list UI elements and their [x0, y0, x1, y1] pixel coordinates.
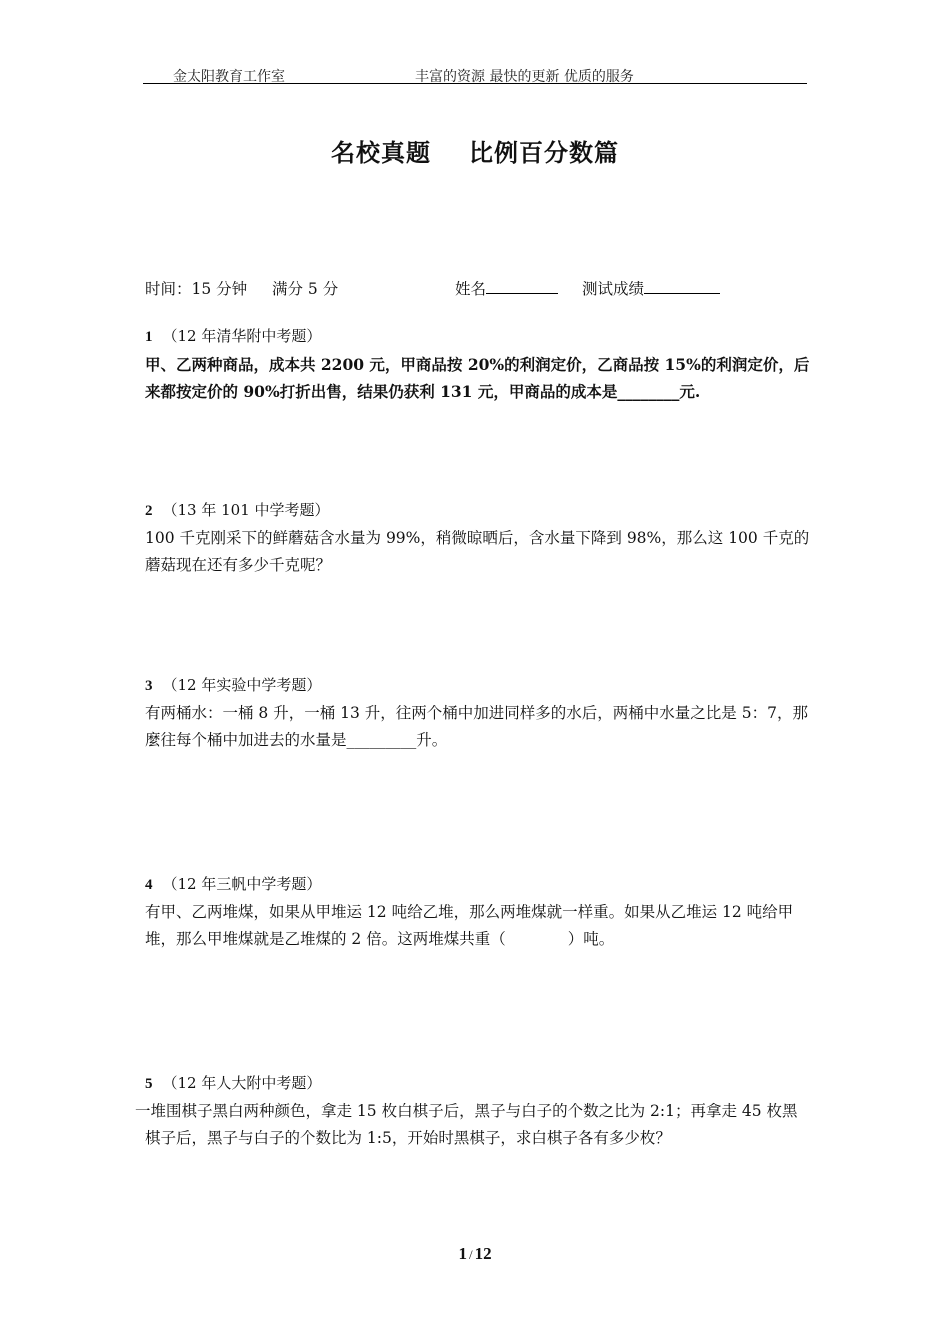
full-score: 满分 5 分 [272, 280, 339, 298]
question-source: （12 年清华附中考题） [162, 327, 322, 345]
result-field [582, 277, 720, 299]
title-part-1: 名校真题 [331, 139, 431, 167]
question-5 [135, 1073, 817, 1152]
total-pages: 12 [474, 1244, 492, 1263]
question-number: 2 [145, 503, 153, 519]
question-1 [145, 326, 817, 405]
time-limit: 时间：15 分钟 [145, 280, 248, 298]
question-source: （12 年实验中学考题） [162, 676, 322, 694]
result-blank [644, 279, 720, 294]
page-title [0, 133, 950, 168]
question-source: （12 年三帆中学考题） [162, 875, 322, 893]
question-line: 棋子后，黑子与白子的个数比为 1:5，开始时黑棋子，求白棋子各有多少枚？ [145, 1129, 671, 1147]
question-line: 一堆围棋子黑白两种颜色，拿走 15 枚白棋子后，黑子与白子的个数之比为 2:1；再拿走 45 枚黑 [135, 1102, 798, 1120]
question-line: 蘑菇现在还有多少千克呢？ [145, 556, 332, 574]
name-blank [486, 279, 558, 294]
question-number: 4 [145, 877, 153, 893]
question-line: 堆，那么甲堆煤就是乙堆煤的 2 倍。这两堆煤共重（ ）吨。 [145, 930, 615, 948]
question-number: 3 [145, 678, 153, 694]
page-number [0, 1244, 950, 1264]
question-source: （12 年人大附中考题） [162, 1074, 322, 1092]
page-separator: / [468, 1247, 473, 1262]
question-line: 麼往每个桶中加进去的水量是_________升。 [145, 731, 448, 749]
question-2 [145, 500, 817, 579]
question-number: 1 [145, 329, 153, 345]
question-line: 有两桶水：一桶 8 升，一桶 13 升，往两个桶中加进同样多的水后，两桶中水量之比是 5：7，那 [145, 704, 808, 722]
current-page: 1 [458, 1244, 467, 1263]
result-label: 测试成绩 [582, 280, 645, 298]
name-label: 姓名 [455, 280, 487, 298]
question-line: 来都按定价的 90%打折出售，结果仍获利 131 元，甲商品的成本是________元. [145, 382, 701, 401]
header-divider [143, 83, 807, 84]
name-field [455, 277, 558, 299]
header-right-text: 丰富的资源 最快的更新 优质的服务 [415, 69, 634, 85]
question-3 [145, 675, 817, 754]
question-line: 有甲、乙两堆煤，如果从甲堆运 12 吨给乙堆，那么两堆煤就一样重。如果从乙堆运 12 吨给甲 [145, 903, 794, 921]
title-part-2: 比例百分数篇 [469, 139, 619, 167]
question-source: （13 年 101 中学考题） [162, 501, 330, 519]
header-left-text: 金太阳教育工作室 [173, 69, 285, 85]
question-line: 100 千克刚采下的鲜蘑菇含水量为 99%，稍微晾晒后，含水量下降到 98%，那么这 100 千克的 [145, 529, 810, 547]
question-number: 5 [145, 1076, 153, 1092]
question-4 [145, 874, 817, 953]
question-line: 甲、乙两种商品，成本共 2200 元，甲商品按 20%的利润定价，乙商品按 15%的利润定价，后 [145, 355, 810, 374]
